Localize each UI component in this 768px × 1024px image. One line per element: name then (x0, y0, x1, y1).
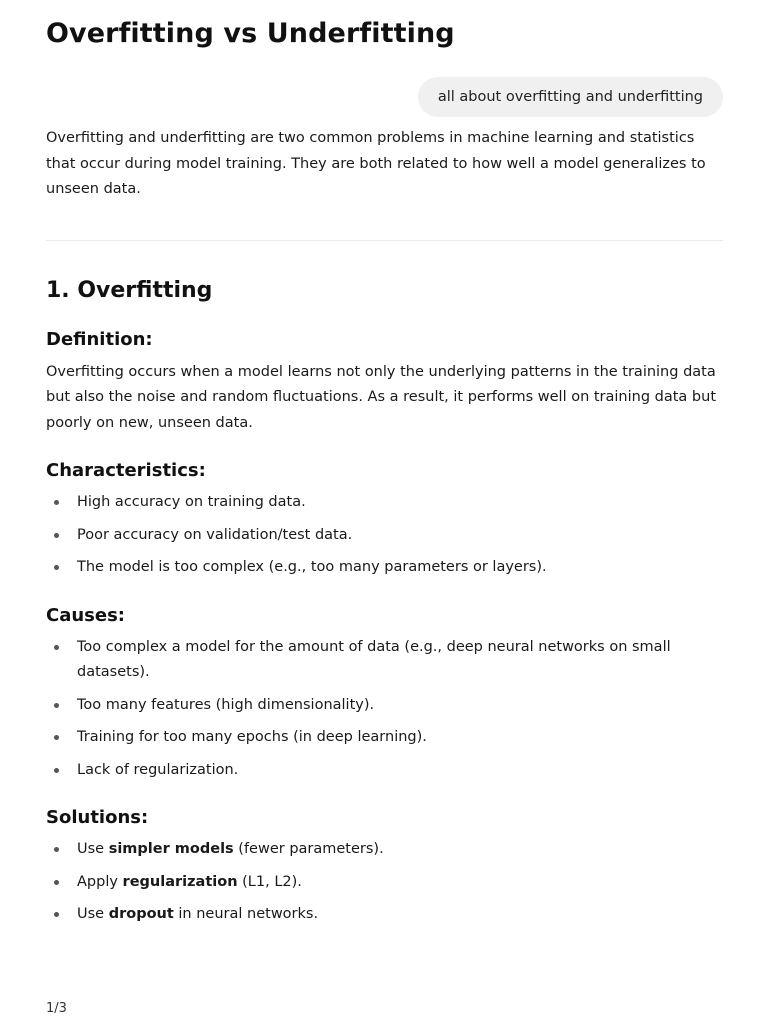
list-item-prefix: Use (77, 906, 109, 922)
intro-paragraph: Overfitting and underfitting are two common problems in machine learning and statistics that occur during model training. They are both related to how well a model generalizes to unseen data. (46, 130, 706, 197)
list-item (46, 758, 723, 784)
list-item (46, 870, 723, 896)
list-item-prefix: Use (77, 841, 109, 857)
list-item-text: Poor accuracy on validation/test data. (77, 526, 353, 543)
page-number: 1/3 (46, 1001, 67, 1016)
characteristics-heading: Characteristics: (46, 460, 206, 481)
list-item (46, 523, 723, 549)
section-divider (46, 240, 723, 241)
list-item (46, 635, 723, 686)
solutions-list (46, 837, 723, 928)
bullet-icon (54, 735, 59, 740)
list-item (46, 555, 723, 581)
list-item (46, 902, 723, 928)
bullet-icon (54, 565, 59, 570)
list-item-text: Training for too many epochs (in deep learning). (77, 729, 427, 745)
list-item (46, 725, 723, 751)
list-item (46, 490, 723, 516)
user-message-bubble: all about overfitting and underfitting (418, 77, 723, 117)
bullet-icon (54, 645, 59, 650)
characteristics-list (46, 490, 723, 581)
list-item-suffix: (L1, L2). (237, 873, 302, 890)
bullet-icon (54, 500, 59, 505)
list-item-suffix: (fewer parameters). (233, 841, 384, 857)
list-item (46, 693, 723, 719)
causes-heading: Causes: (46, 604, 126, 626)
bullet-icon (54, 533, 59, 538)
page-title: Overfitting vs Underfitting (46, 18, 455, 49)
bullet-icon (54, 912, 59, 917)
bullet-icon (54, 847, 59, 852)
definition-paragraph: Overfitting occurs when a model learns not only the underlying patterns in the training data but also the noise and random fluctuations. As a result, it performs well on training data but poorly on new, unseen data. (46, 363, 717, 431)
list-item-emphasis: simpler models (108, 841, 234, 857)
list-item-text: Lack of regularization. (77, 761, 239, 778)
bullet-icon (54, 768, 59, 773)
list-item-text: High accuracy on training data. (77, 494, 306, 510)
list-item (46, 837, 723, 863)
section-heading-overfitting: 1. Overfitting (46, 277, 213, 303)
solutions-heading: Solutions: (46, 807, 149, 828)
definition-heading: Definition: (46, 328, 153, 350)
list-item-text: Too many features (high dimensionality). (77, 696, 375, 713)
list-item-text: Too complex a model for the amount of data (e.g., deep neural networks on small datasets). (77, 638, 671, 680)
response-content (46, 126, 723, 935)
list-item-suffix: in neural networks. (173, 906, 319, 922)
causes-list (46, 635, 723, 784)
list-item-text: The model is too complex (e.g., too many parameters or layers). (77, 559, 547, 575)
list-item-emphasis: dropout (108, 906, 174, 922)
bullet-icon (54, 880, 59, 885)
bullet-icon (54, 703, 59, 708)
list-item-emphasis: regularization (122, 873, 238, 890)
list-item-prefix: Apply (77, 873, 123, 890)
